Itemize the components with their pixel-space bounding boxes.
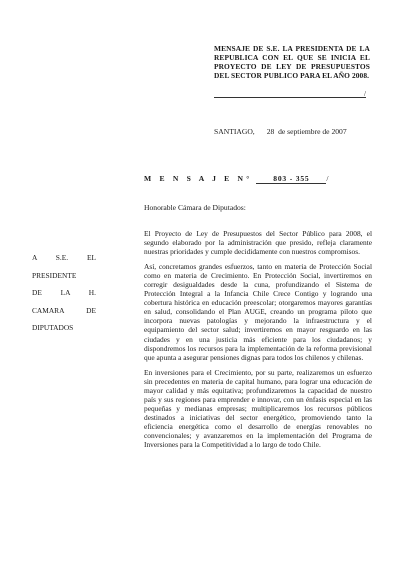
title-underline (214, 97, 366, 98)
title-slash: / (364, 90, 366, 98)
date-city: SANTIAGO, (214, 127, 255, 136)
message-body (144, 229, 372, 455)
addressee-line: DIPUTADOS (32, 323, 74, 333)
addressee-block (32, 253, 96, 341)
mensaje-number-line (144, 174, 329, 184)
body-paragraph: El Proyecto de Ley de Presupuestos del Sector Público para 2008, el segundo elaborado por la administración que presido, refleja claramente nuestras prioridades y cumple decididamente con nuestros compromisos. (144, 229, 372, 257)
date-rest: de septiembre de 2007 (278, 127, 347, 136)
body-paragraph: En inversiones para el Crecimiento, por su parte, realizaremos un esfuerzo sin precedentes en materia de capital humano, para lograr una educación de mayor calidad y más equitativa; profundizaremos la capacidad de nuestro país y sus regiones para emprender e innovar, con un énfasis especial en las pequeñas y medianas empresas; multiplicaremos los recursos públicos destinados a iniciativas del sector energético, promoviendo tanto la eficiencia energética como el desarrollo de energías renovables no convencionales; y avanzaremos en la implementación del Programa de Inversiones para la Competitividad a lo largo de todo Chile. (144, 367, 372, 450)
date-line (214, 127, 347, 136)
date-day: 28 (266, 127, 275, 136)
salutation: Honorable Cámara de Diputados: (144, 203, 246, 212)
addressee-line: PRESIDENTE (32, 270, 77, 280)
mensaje-slash: / (326, 174, 329, 183)
addressee-line: CAMARA DE (32, 305, 96, 315)
body-paragraph: Así, concretamos grandes esfuerzos, tanto en materia de Protección Social como en materia de Crecimiento. En Protección Social, invertiremos en corregir desigualdades desde la cuna, profundizando el Sistema de Protección Integral a la Infancia Chile Crece Contigo y logrando una cobertura histórica en educación preescolar; otorgaremos mayores garantías en salud, consolidando el Plan AUGE, creando un programa piloto que incorpora nuevas patologías y mejorando la infraestructura y el equipamiento del sector salud; invertiremos en mayor resguardo en las ciudades y en una justicia más eficiente para los ciudadanos; y dispondremos los recursos para la implementación de la reforma previsional que apunta a asegurar pensiones dignas para todos los chilenos y chilenas. (144, 262, 372, 362)
document-title: MENSAJE DE S.E. LA PRESIDENTA DE LA REPUBLICA CON EL QUE SE INICIA EL PROYECTO DE LEY DE PRESUPUESTOS DEL SECTOR PUBLICO PARA EL AÑO 2008. (214, 44, 370, 80)
addressee-line: A S.E. EL (32, 253, 96, 262)
addressee-line: DE LA H. (32, 288, 96, 298)
mensaje-number: 803 - 355 (256, 174, 326, 184)
mensaje-label: M E N S A J E N° (144, 174, 253, 183)
